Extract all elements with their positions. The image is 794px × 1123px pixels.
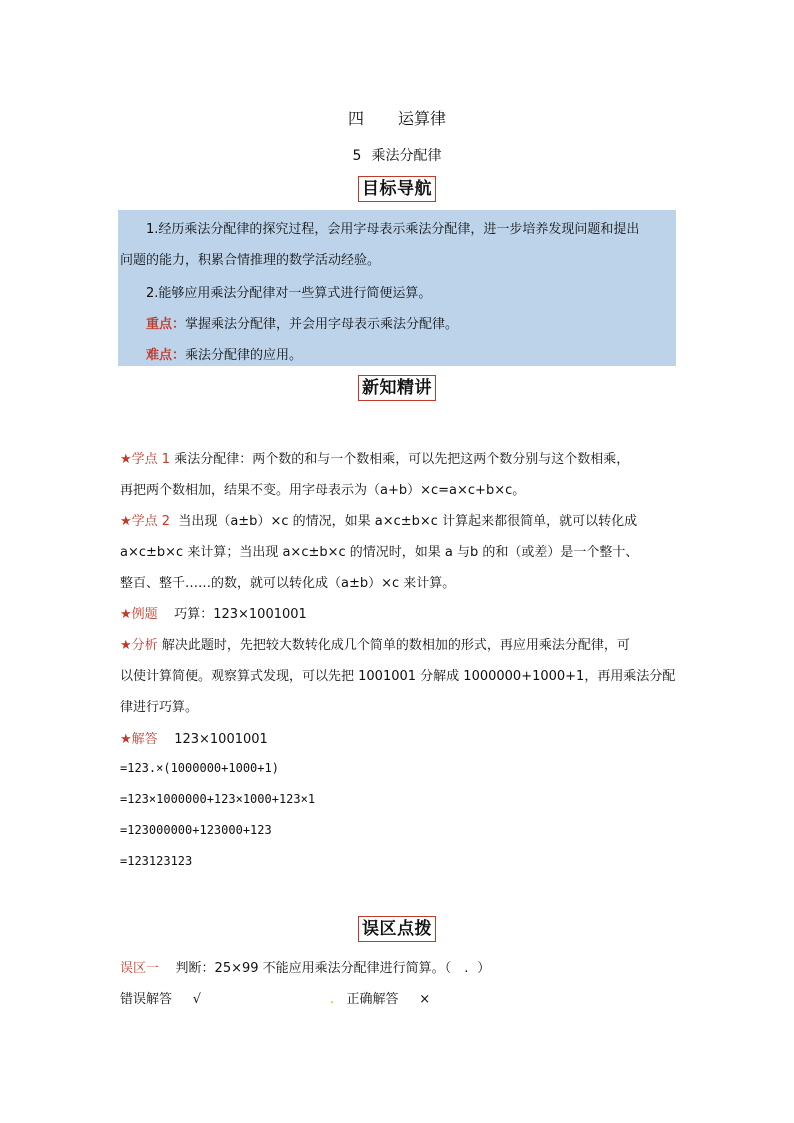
example-text: 巧算：123×1001001 (174, 607, 307, 622)
analysis-text: 解决此题时，先把较大数转化成几个简单的数相加的形式，再应用乘法分配律，可 (161, 638, 630, 653)
analysis-line-1 (120, 634, 630, 653)
difficult-point-label: 难点： (146, 348, 186, 363)
star-icon: ★ (120, 607, 132, 622)
example-label: 例题 (131, 607, 158, 622)
point-2-line-2: a×c±b×c 来计算；当出现 a×c±b×c 的情况时，如果 a 与b 的和（或差）是一个整十、 (120, 545, 639, 560)
point-2-line-1 (120, 510, 637, 529)
analysis-line-3: 律进行巧算。 (120, 700, 199, 715)
point-1-label: 学点 1 (131, 452, 171, 467)
mistake-question-text: 判断：25×99 不能应用乘法分配律进行简算。（ (175, 961, 452, 976)
section-heading-goals: 目标导航 (358, 176, 436, 202)
goal-line-2: 问题的能力，积累合情推理的数学活动经验。 (120, 253, 381, 268)
mistake-label: 误区一 (120, 961, 160, 976)
goals-panel (118, 210, 676, 366)
answer (120, 728, 268, 747)
dot-mark: . (330, 992, 335, 1007)
wrong-answer-label: 错误解答 (120, 992, 173, 1007)
star-icon: ★ (120, 732, 132, 747)
lesson-name: 乘法分配律 (371, 148, 442, 164)
answer-label: 解答 (131, 732, 158, 747)
answer-step-2: =123×1000000+123×1000+123×1 (120, 792, 316, 806)
key-point (146, 313, 458, 332)
analysis-line-2: 以使计算简便。观察算式发现，可以先把 1001001 分解成 1000000+1000+1，再用乘法分配 (120, 669, 676, 684)
key-point-label: 重点： (146, 317, 186, 332)
chapter-title (0, 106, 794, 129)
chapter-number: 四 (347, 109, 364, 128)
point-1-line-1 (120, 448, 629, 467)
wrong-answer-mark: √ (192, 992, 201, 1007)
point-2-label: 学点 2 (131, 514, 171, 529)
chapter-name: 运算律 (398, 109, 447, 128)
key-point-text: 掌握乘法分配律，并会用字母表示乘法分配律。 (185, 317, 459, 332)
correct-answer (330, 988, 430, 1007)
point-2-line-3: 整百、整千……的数，就可以转化成（a±b）×c 来计算。 (120, 576, 456, 591)
answer-step-4: =123123123 (120, 854, 193, 868)
section-heading-mistakes: 误区点拨 (358, 916, 436, 942)
difficult-point-text: 乘法分配律的应用。 (185, 348, 303, 363)
mistake-question (120, 957, 490, 976)
lesson-number: 5 (352, 148, 362, 164)
lesson-title (0, 145, 794, 165)
example (120, 603, 307, 622)
answer-blank: . (464, 961, 469, 976)
section-heading-new-knowledge: 新知精讲 (358, 375, 436, 401)
point-1-line-2: 再把两个数相加，结果不变。用字母表示为（a+b）×c=a×c+b×c。 (120, 483, 526, 498)
goal-line-1: 1.经历乘法分配律的探究过程，会用字母表示乘法分配律，进一步培养发现问题和提出 (146, 222, 640, 237)
star-icon: ★ (120, 638, 132, 653)
answer-step-3: =123000000+123000+123 (120, 823, 272, 837)
answer-expression: 123×1001001 (174, 732, 268, 747)
star-icon: ★ (120, 452, 132, 467)
star-icon: ★ (120, 514, 132, 529)
correct-answer-label: 正确解答 (346, 992, 399, 1007)
mistake-question-end: ） (477, 961, 491, 976)
answer-step-1: =123.×(1000000+1000+1) (120, 761, 279, 775)
wrong-answer (120, 988, 201, 1007)
analysis-label: 分析 (131, 638, 158, 653)
point-2-text: 当出现（a±b）×c 的情况，如果 a×c±b×c 计算起来都很简单，就可以转化成 (178, 514, 638, 529)
difficult-point (146, 344, 302, 363)
point-1-text: 乘法分配律：两个数的和与一个数相乘，可以先把这两个数分别与这个数相乘， (174, 452, 630, 467)
goal-line-3: 2.能够应用乘法分配律对一些算式进行简便运算。 (146, 286, 432, 301)
correct-answer-mark: × (419, 992, 431, 1007)
